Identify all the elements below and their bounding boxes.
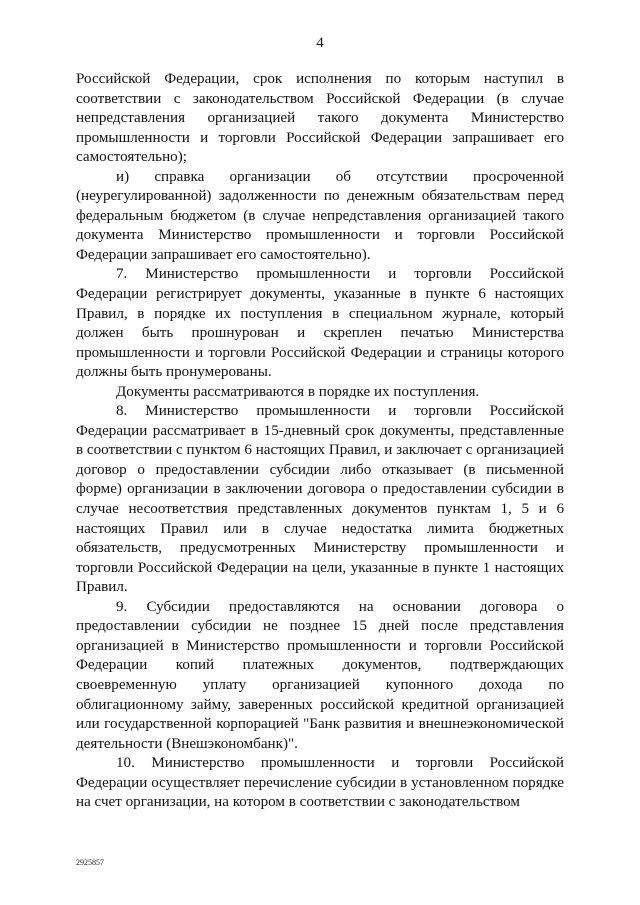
- paragraph-7: 7. Министерство промышленности и торговли Российской Федерации регистрирует документы, указанные в пункте 6 настоящих Правил, в порядке их поступления в специальном журнале, который должен быть прошнурован и скреплен печатью Министерства промышленности и торговли Российской Федерации и страницы которого должны быть пронумерованы.: [76, 266, 564, 381]
- paragraph-documents-order: Документы рассматриваются в порядке их поступления.: [116, 383, 480, 400]
- paragraph-item-i: и) справка организации об отсутствии просроченной (неурегулированной) задолженности по денежным обязательствам перед федеральным бюджетом (в случае непредставления организацией такого документа Министерство промышленности и торговли Российской Федерации запрашивает его самостоятельно).: [76, 168, 564, 263]
- paragraph-continuation: Российской Федерации, срок исполнения по которым наступил в соответствии с законодательством Российской Федерации (в случае непредставления организацией такого документа Министерство промышленности и торговли Российской Федерации запрашивает его самостоятельно);: [76, 71, 564, 166]
- page-number: 4: [316, 35, 324, 51]
- paragraph-8: 8. Министерство промышленности и торговли Российской Федерации рассматривает в 15-дневный срок документы, представленные в соответствии с пунктом 6 настоящих Правил, и заключает с организацией договор о предоставлении субсидии либо отказывает (в письменной форме) организации в заключении договора о предоставлении субсидии в случае несоответствия представленных документов пунктам 1, 5 и 6 настоящих Правил или в случае недостатка лимита бюджетных обязательств, предусмотренных Министерству промышленности и торговли Российской Федерации на цели, указанные в пункте 1 настоящих Правил.: [76, 403, 564, 596]
- body-text: [76, 70, 564, 813]
- paragraph-9: 9. Субсидии предоставляются на основании договора о предоставлении субсидии не позднее 15 дней после представления организацией в Министерство промышленности и торговли Российской Федерации копий платежных документов, подтверждающих своевременную уплату организацией купонного дохода по облигационному займу, заверенных российской кредитной организацией или государственной корпорацией "Банк развития и внешнеэкономической деятельности (Внешэкономбанк)".: [76, 598, 564, 752]
- paragraph-10: 10. Министерство промышленности и торговли Российской Федерации осуществляет перечисление субсидии в установленном порядке на счет организации, на котором в соответствии с законодательством: [76, 755, 564, 811]
- document-code: 2925857: [76, 858, 104, 867]
